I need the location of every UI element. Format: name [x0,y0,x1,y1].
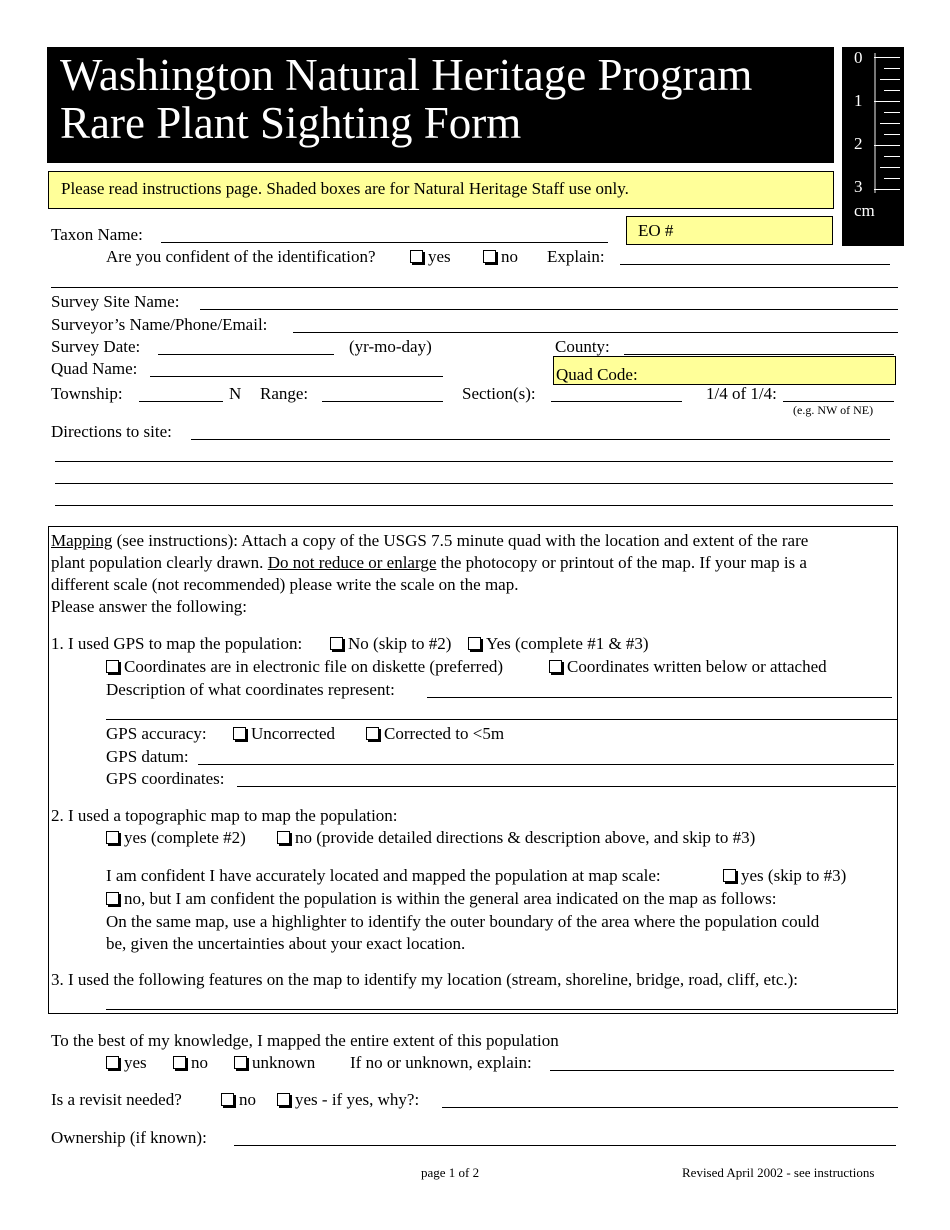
surveyor-field[interactable] [293,332,898,333]
extent-no-checkbox[interactable] [173,1056,186,1069]
confidence-explain-field[interactable] [620,264,890,265]
ruler-tick [880,79,900,80]
directions-field-line-2[interactable] [55,461,893,462]
q1-written-option[interactable] [549,657,827,677]
q1-yes-option[interactable] [468,634,649,654]
q2-general-option[interactable] [106,889,776,909]
revision-note: Revised April 2002 - see instructions [682,1165,875,1180]
directions-field[interactable] [191,439,890,440]
confidence-no-checkbox[interactable] [483,250,496,263]
quad-name-field[interactable] [150,376,443,377]
ruler-tick [874,145,900,146]
quarter-label: 1/4 of 1/4: [706,384,777,403]
ruler-tick [884,178,900,179]
taxon-name-field[interactable] [161,242,608,243]
survey-date-format: (yr-mo-day) [349,337,432,356]
quad-name-label: Quad Name: [51,359,138,378]
uncorrected-checkbox[interactable] [233,727,246,740]
ruler-tick [884,112,900,113]
quarter-example: (e.g. NW of NE) [793,403,874,417]
gps-datum-field[interactable] [198,764,894,765]
gps-accuracy-label: GPS accuracy: [106,724,207,743]
revisit-why-field[interactable] [442,1107,898,1108]
uncorrected-option[interactable] [233,724,335,744]
ruler-mark-3: 3 [854,177,863,196]
mapping-intro-3: different scale (not recommended) please write the scale on the map. [51,575,519,594]
confidence-explain-label: Explain: [547,247,605,266]
q2-general-label: no, but I am confident the population is within the general area indicated on the map as follows: [124,889,777,908]
corrected-label: Corrected to <5m [384,724,505,743]
directions-field-line-3[interactable] [55,483,893,484]
taxon-name-label: Taxon Name: [51,225,143,244]
extent-yes-option[interactable] [106,1053,147,1073]
q3-features-field[interactable] [106,1009,896,1010]
county-field[interactable] [624,354,894,355]
revisit-yes-checkbox[interactable] [277,1093,290,1106]
q1-electronic-label: Coordinates are in electronic file on diskette (preferred) [124,657,504,676]
extent-no-option[interactable] [173,1053,208,1073]
q2-yes-checkbox[interactable] [106,831,119,844]
revisit-yes-option[interactable] [277,1090,419,1110]
revisit-no-label: no [239,1090,256,1109]
q1-no-option[interactable] [330,634,451,654]
revisit-no-checkbox[interactable] [221,1093,234,1106]
mapping-intro-2a: plant population clearly drawn. [51,553,268,572]
extent-explain-label: If no or unknown, explain: [350,1053,532,1072]
q1-description-field-line-2[interactable] [106,719,898,720]
mapping-instructions [51,530,901,618]
survey-date-label: Survey Date: [51,337,141,356]
eo-number-field[interactable] [626,216,833,245]
ruler-unit: cm [854,201,875,220]
sections-field[interactable] [551,401,682,402]
surveyor-label: Surveyor’s Name/Phone/Email: [51,315,268,334]
form-title: Washington Natural Heritage Program [60,50,753,100]
ruler-tick [884,134,900,135]
range-label: Range: [260,384,309,403]
q2-question: 2. I used a topographic map to map the population: [51,806,398,825]
township-suffix: N [229,384,242,403]
mapping-intro-2b: the photocopy or printout of the map. If your map is a [436,553,807,572]
extent-explain-field[interactable] [550,1070,894,1071]
q2-confident-yes-label: yes (skip to #3) [741,866,847,885]
gps-coordinates-label: GPS coordinates: [106,769,225,788]
ownership-field[interactable] [234,1145,896,1146]
township-label: Township: [51,384,123,403]
confidence-yes-checkbox[interactable] [410,250,423,263]
extent-question: To the best of my knowledge, I mapped the entire extent of this population [51,1031,559,1050]
ruler-tick [874,189,900,190]
confidence-no-label: no [501,247,518,266]
extent-yes-checkbox[interactable] [106,1056,119,1069]
confidence-question: Are you confident of the identification? [106,247,376,266]
ruler-tick [884,156,900,157]
q1-written-label: Coordinates written below or attached [567,657,827,676]
q2-no-checkbox[interactable] [277,831,290,844]
q1-electronic-checkbox[interactable] [106,660,119,673]
confidence-explain-field-continued[interactable] [51,287,898,288]
quad-code-field[interactable] [553,356,896,385]
corrected-checkbox[interactable] [366,727,379,740]
county-label: County: [555,337,610,356]
mapping-intro-1: (see instructions): Attach a copy of the USGS 7.5 minute quad with the location and extent of the rare [112,531,809,550]
ruler-rail [874,53,876,193]
extent-no-label: no [191,1053,208,1072]
q1-description-label: Description of what coordinates represent: [106,680,395,699]
q1-question-text: 1. I used GPS to map the population: [51,634,303,653]
quad-code-label: Quad Code: [556,365,638,384]
ruler-mark-2: 2 [854,134,863,153]
ruler-tick [884,68,900,69]
mapping-intro-2-underline: Do not reduce or enlarge [267,553,437,572]
q2-confident-yes-checkbox[interactable] [723,869,736,882]
q2-no-option[interactable] [277,828,755,848]
ruler-tick [874,101,900,102]
survey-site-field[interactable] [200,309,898,310]
directions-field-line-4[interactable] [55,505,893,506]
revisit-no-option[interactable] [221,1090,256,1110]
range-field[interactable] [322,401,443,402]
ruler-tick [880,123,900,124]
gps-datum-label: GPS datum: [106,747,189,766]
q3-question: 3. I used the following features on the map to identify my location (stream, shoreline, bridge, road, cliff, etc.): [51,970,798,989]
form-subtitle: Rare Plant Sighting Form [60,98,522,148]
q2-confident-text: I am confident I have accurately located and mapped the population at map scale: [106,866,661,885]
directions-label: Directions to site: [51,422,172,441]
q1-electronic-option[interactable] [106,657,503,677]
q2-no-label: no (provide detailed directions & description above, and skip to #3) [295,828,756,847]
ruler-mark-1: 1 [854,91,863,110]
form-header [47,47,834,163]
q1-description-field[interactable] [427,697,892,698]
extent-yes-label: yes [124,1053,147,1072]
q1-no-label: No (skip to #2) [348,634,452,653]
survey-site-label: Survey Site Name: [51,292,180,311]
ruler-tick [880,167,900,168]
sections-label: Section(s): [462,384,536,403]
extent-unknown-checkbox[interactable] [234,1056,247,1069]
q2-yes-option[interactable] [106,828,246,848]
q2-highlight-text-2: be, given the uncertainties about your exact location. [106,934,466,953]
q2-confident-yes-option[interactable] [723,866,846,886]
uncorrected-label: Uncorrected [251,724,336,743]
q1-question [51,634,302,654]
eo-number-label: EO # [638,221,674,240]
q1-written-checkbox[interactable] [549,660,562,673]
instructions-notice [48,171,834,209]
q2-yes-label: yes (complete #2) [124,828,246,847]
scale-ruler [842,47,904,246]
q1-yes-label: Yes (complete #1 & #3) [486,634,649,653]
confidence-yes-label: yes [428,247,451,266]
confidence-no-option[interactable] [483,247,518,267]
q2-highlight-text-1: On the same map, use a highlighter to identify the outer boundary of the area where the population could [106,912,820,931]
survey-date-field[interactable] [158,354,334,355]
page-number: page 1 of 2 [421,1165,480,1180]
ownership-label: Ownership (if known): [51,1128,207,1147]
q1-no-checkbox[interactable] [330,637,343,650]
q2-general-checkbox[interactable] [106,892,119,905]
revisit-question: Is a revisit needed? [51,1090,182,1109]
ruler-mark-0: 0 [854,48,863,67]
gps-coordinates-field[interactable] [237,786,896,787]
ruler-tick [874,57,900,58]
confidence-yes-option[interactable] [410,247,451,267]
extent-unknown-option[interactable] [234,1053,315,1073]
corrected-option[interactable] [366,724,504,744]
mapping-intro-4: Please answer the following: [51,597,247,616]
ruler-tick [884,90,900,91]
mapping-heading: Mapping [51,531,113,550]
instructions-notice-text: Please read instructions page. Shaded boxes are for Natural Heritage Staff use only. [61,179,629,198]
township-field[interactable] [139,401,223,402]
extent-unknown-label: unknown [252,1053,316,1072]
revisit-yes-label: yes - if yes, why?: [295,1090,420,1109]
q1-yes-checkbox[interactable] [468,637,481,650]
